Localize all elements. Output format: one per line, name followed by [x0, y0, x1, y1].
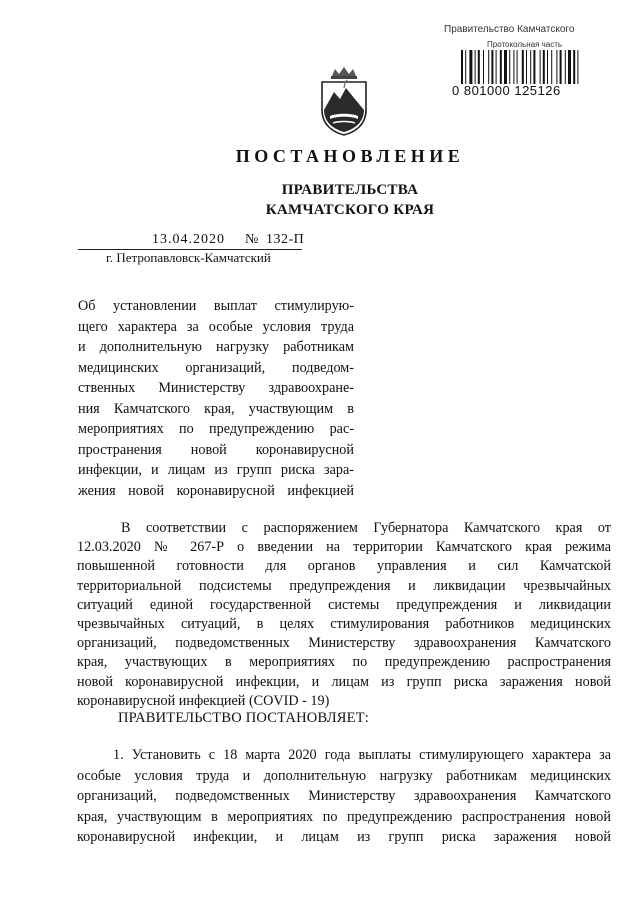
barcode-bar: [526, 50, 527, 84]
barcode-bar: [556, 50, 557, 84]
preamble-line: организаций, подведомственных Министерству здравоохранения Камчатского: [77, 635, 611, 652]
subject-line: щего характера за особые условия труда: [78, 318, 354, 335]
barcode-bar: [496, 50, 497, 84]
document-subject: [78, 296, 354, 501]
preamble-paragraph: [77, 519, 611, 711]
clause-line: края, участвующим в мероприятиях по предупреждению распространения новой: [77, 808, 611, 825]
subject-line: инфекции, и лицам из групп риска зара-: [78, 462, 354, 478]
preamble-line: 12.03.2020 № 267-Р о введении на территории Камчатского края режима: [77, 539, 611, 556]
document-title: ПОСТАНОВЛЕНИЕ: [235, 146, 465, 166]
barcode-bar: [577, 50, 578, 84]
kamchatka-coat-of-arms-icon: [318, 66, 370, 136]
preamble-line: края, участвующих в мероприятиях по предупреждению распространения: [77, 654, 611, 671]
barcode-bar: [551, 50, 552, 84]
preamble-line: В соответствии с распоряжением Губернатора Камчатского края от: [121, 520, 611, 536]
registration-stamp-subheader: Протокольная часть: [487, 40, 563, 49]
preamble-line: ситуаций единой государственной системы предупреждения и ликвидации: [77, 596, 611, 613]
document-number: 132-П: [266, 232, 305, 247]
clause-line: 1. Установить с 18 марта 2020 года выплаты стимулирующего характера за: [113, 747, 611, 763]
barcode-bar: [488, 50, 489, 84]
barcode-bar: [533, 50, 535, 84]
subject-line: медицинских организаций, подведом-: [78, 359, 354, 376]
barcode-bar: [530, 50, 531, 84]
document-date: 13.04.2020: [152, 232, 225, 247]
barcode-bar: [573, 50, 575, 84]
preamble-line: новой коронавирусной инфекции, и лицам из групп риска заражения новой: [77, 673, 611, 690]
issuer-line-1: ПРАВИТЕЛЬСТВА: [281, 182, 419, 198]
barcode-bar: [540, 50, 541, 84]
subject-line: Об установлении выплат стимулирую-: [78, 298, 354, 314]
barcode-bar: [513, 50, 514, 84]
barcode-bar: [483, 50, 484, 84]
barcode-bar: [543, 50, 545, 84]
preamble-line: чрезвычайных ситуаций, в целях стимулирования работников медицинских: [77, 616, 611, 633]
subject-line: пространения новой коронавирусной: [78, 441, 354, 458]
barcode-bar: [504, 50, 507, 84]
subject-line: ния Камчатского края, участвующим в: [78, 400, 354, 417]
issuer-line-2: КАМЧАТСКОГО КРАЯ: [265, 202, 435, 218]
barcode-bar: [475, 50, 476, 84]
barcode-bar: [565, 50, 566, 84]
barcode-icon: [461, 50, 613, 84]
barcode-bar: [517, 50, 518, 84]
barcode-bar: [491, 50, 493, 84]
barcode-bar: [478, 50, 480, 84]
subject-line: ственных Министерству здравоохране-: [78, 380, 354, 396]
barcode-number: 0 801000 125126: [452, 83, 561, 98]
barcode-bar: [560, 50, 562, 84]
subject-line: жения новой коронавирусной инфекцией: [78, 482, 354, 499]
clause-line: особые условия труда и дополнительную нагрузку работникам медицинских: [77, 767, 611, 784]
barcode-bar: [568, 50, 571, 84]
subject-line: и дополнительную нагрузку работникам: [78, 339, 354, 355]
barcode-bar: [461, 50, 463, 84]
document-city: г. Петропавловск-Камчатский: [106, 250, 271, 265]
subject-line: мероприятиях по предупреждению рас-: [78, 421, 354, 437]
barcode-bar: [522, 50, 524, 84]
barcode-bar: [500, 50, 502, 84]
preamble-line: повышенной готовности для органов управления и сил Камчатской: [77, 558, 611, 575]
registration-stamp-header: Правительство Камчатского: [444, 24, 575, 35]
preamble-line: территориальной подсистемы предупреждения и ликвидации чрезвычайных: [77, 577, 611, 594]
barcode-bar: [547, 50, 548, 84]
barcode-bar: [469, 50, 472, 84]
number-sign: №: [245, 232, 259, 247]
clause-line: организаций, подведомственных Министерству здравоохранения Камчатского: [77, 788, 611, 805]
barcode-bar: [509, 50, 510, 84]
preamble-line: коронавирусной инфекцией (COVID - 19): [77, 692, 330, 709]
resolution-heading: ПРАВИТЕЛЬСТВО ПОСТАНОВЛЯЕТ:: [118, 710, 370, 726]
barcode-bar: [465, 50, 466, 84]
clause-1: [77, 745, 611, 848]
clause-line: коронавирусной инфекции, и лицам из групп риска заражения новой: [77, 829, 611, 846]
